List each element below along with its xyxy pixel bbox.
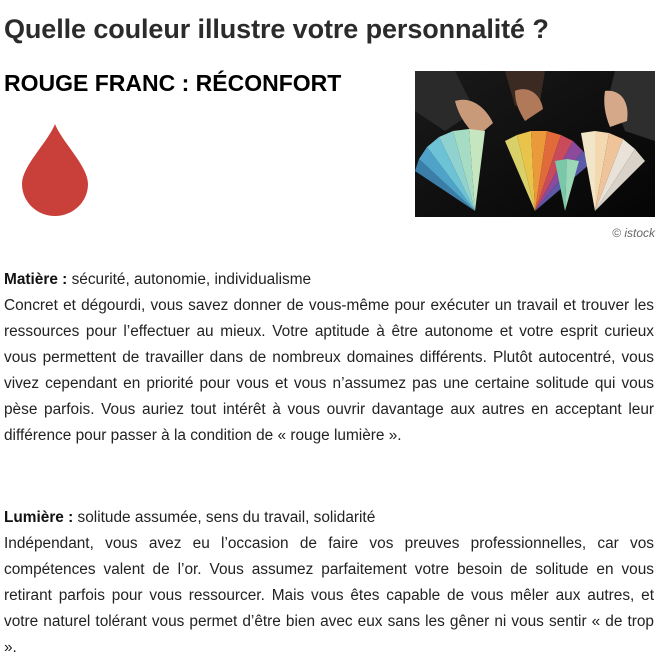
lumiere-text: Indépendant, vous avez eu l’occasion de faire vos preuves professionnelles, car vos compétences valent de l’or. Vous assumez parfaitement votre besoin de solitude en vous retirant parfois pour vous ressourcer. Mais vous êtes capable de vous mêler aux autres, et votre naturel tolérant vous permet d’être bien avec eux sans les gêner ni vous sentir « de trop ». [4, 535, 654, 656]
lumiere-keywords: solitude assumée, sens du travail, solidarité [73, 509, 376, 526]
red-drop-icon [22, 124, 88, 216]
lumiere-label: Lumière : [4, 509, 74, 526]
color-swatch-fan-photo [415, 71, 655, 217]
page-title: Quelle couleur illustre votre personnalité ? [4, 14, 549, 44]
photo-credit: © istock [612, 226, 655, 240]
matiere-label: Matière : [4, 271, 68, 288]
matiere-keywords: sécurité, autonomie, individualisme [67, 271, 312, 288]
lumiere-paragraph [4, 505, 654, 661]
matiere-paragraph [4, 267, 654, 449]
section-title: ROUGE FRANC : RÉCONFORT [4, 70, 342, 96]
matiere-text: Concret et dégourdi, vous savez donner de vous-même pour exécuter un travail et trouver les ressources pour l’effectuer au mieux. Votre aptitude à être autonome et votre esprit curieux vous permettent de travailler dans de nombreux domaines différents. Plutôt autocentré, vous vivez cependant en priorité pour vous et vous n’assumez pas une certaine solitude qui vous pèse parfois. Vous auriez tout intérêt à vous ouvrir davantage aux autres en acceptant leur différence pour passer à la condition de « rouge lumière ». [4, 297, 654, 444]
